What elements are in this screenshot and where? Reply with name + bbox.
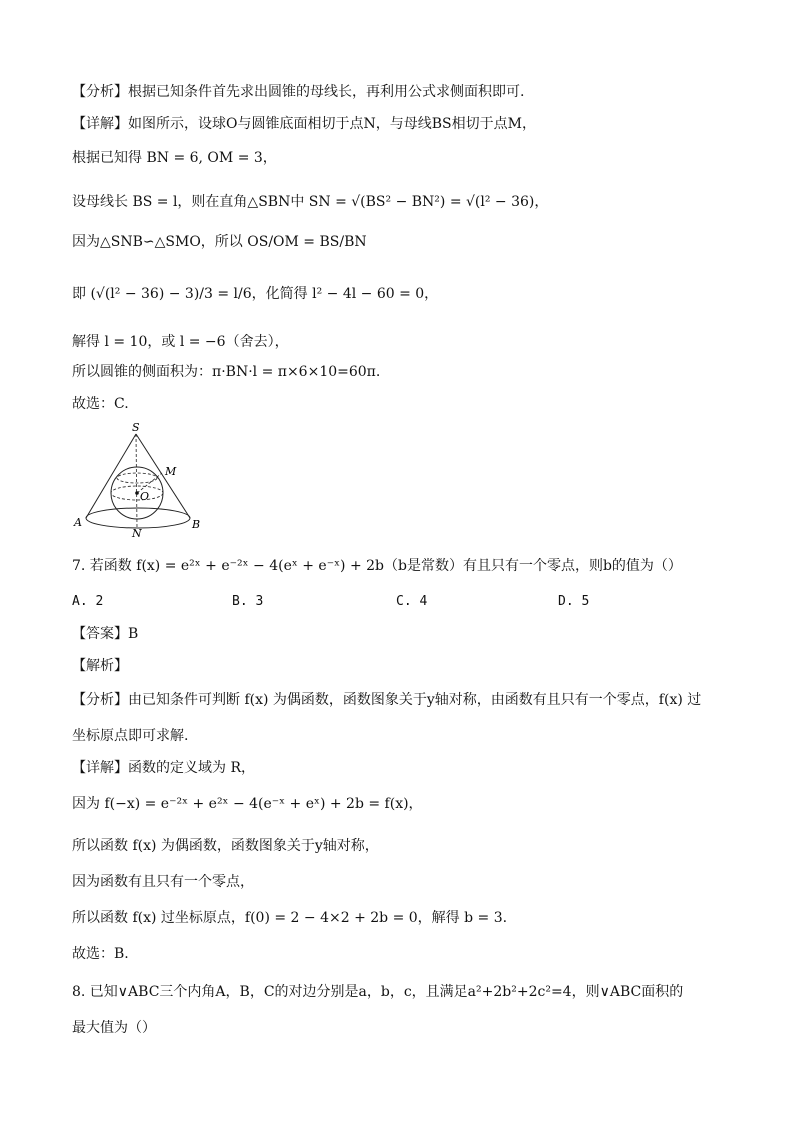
analysis-line-3: 坐标原点即可求解.: [72, 728, 189, 744]
answer-label: 【答案】B: [72, 626, 139, 642]
analysis-line-1: 【分析】根据已知条件首先求出圆锥的母线长，再利用公式求侧面积即可.: [72, 84, 525, 100]
option-b: B. 3: [232, 594, 264, 609]
detail-line-4: 因为△SNB∽△SMO，所以 OS/OM = BS/BN: [72, 234, 367, 250]
label-s: S: [132, 421, 140, 434]
detail-line-8: 【详解】函数的定义域为 R，: [72, 760, 255, 776]
question-8-line-1: 8. 已知∨ABC三个内角A，B，C的对边分别是a，b，c，且满足a²+2b²+2c²=4，则∨ABC面积的: [72, 984, 684, 1000]
option-d: D. 5: [558, 594, 590, 609]
label-b: B: [192, 518, 201, 531]
detail-line-11: 因为函数有且只有一个零点，: [72, 874, 254, 890]
detail-line-3: 设母线长 BS = l，则在直角△SBN中 SN = √(BS² − BN²) = √(l² − 36)，: [72, 194, 549, 210]
analysis-line-2: 【分析】由已知条件可判断 f(x) 为偶函数，函数图象关于y轴对称，由函数有且只有一个零点，f(x) 过: [72, 692, 702, 708]
label-n: N: [132, 527, 142, 538]
option-a: A. 2: [72, 594, 104, 609]
label-m: M: [165, 465, 177, 478]
detail-line-9: 因为 f(−x) = e⁻²ˣ + e²ˣ − 4(e⁻ˣ + eˣ) + 2b = f(x)，: [72, 796, 423, 812]
answer-line-c: 故选：C.: [72, 396, 129, 412]
detail-line-1: 【详解】如图所示，设球O与圆锥底面相切于点N，与母线BS相切于点M，: [72, 116, 536, 132]
detail-line-2: 根据已知得 BN = 6, OM = 3，: [72, 150, 277, 166]
cone-sphere-figure: [72, 420, 212, 538]
label-o: O: [140, 490, 150, 503]
solution-label: 【解析】: [72, 658, 128, 674]
detail-line-10: 所以函数 f(x) 为偶函数，函数图象关于y轴对称，: [72, 838, 379, 854]
detail-line-6: 解得 l = 10，或 l = −6（舍去），: [72, 334, 289, 350]
detail-line-7: 所以圆锥的侧面积为：π·BN·l = π×6×10=60π.: [72, 364, 381, 380]
answer-line-b: 故选：B.: [72, 946, 129, 962]
question-7: 7. 若函数 f(x) = e²ˣ + e⁻²ˣ − 4(eˣ + e⁻ˣ) + 2b（b是常数）有且只有一个零点，则b的值为（）: [72, 558, 682, 574]
question-8-line-2: 最大值为（）: [72, 1020, 156, 1036]
detail-line-5: 即 (√(l² − 36) − 3)/3 = l/6，化简得 l² − 4l − 60 = 0，: [72, 286, 439, 302]
option-c: C. 4: [396, 594, 428, 609]
detail-line-12: 所以函数 f(x) 过坐标原点，f(0) = 2 − 4×2 + 2b = 0，解得 b = 3.: [72, 910, 508, 926]
label-a: A: [74, 516, 82, 529]
